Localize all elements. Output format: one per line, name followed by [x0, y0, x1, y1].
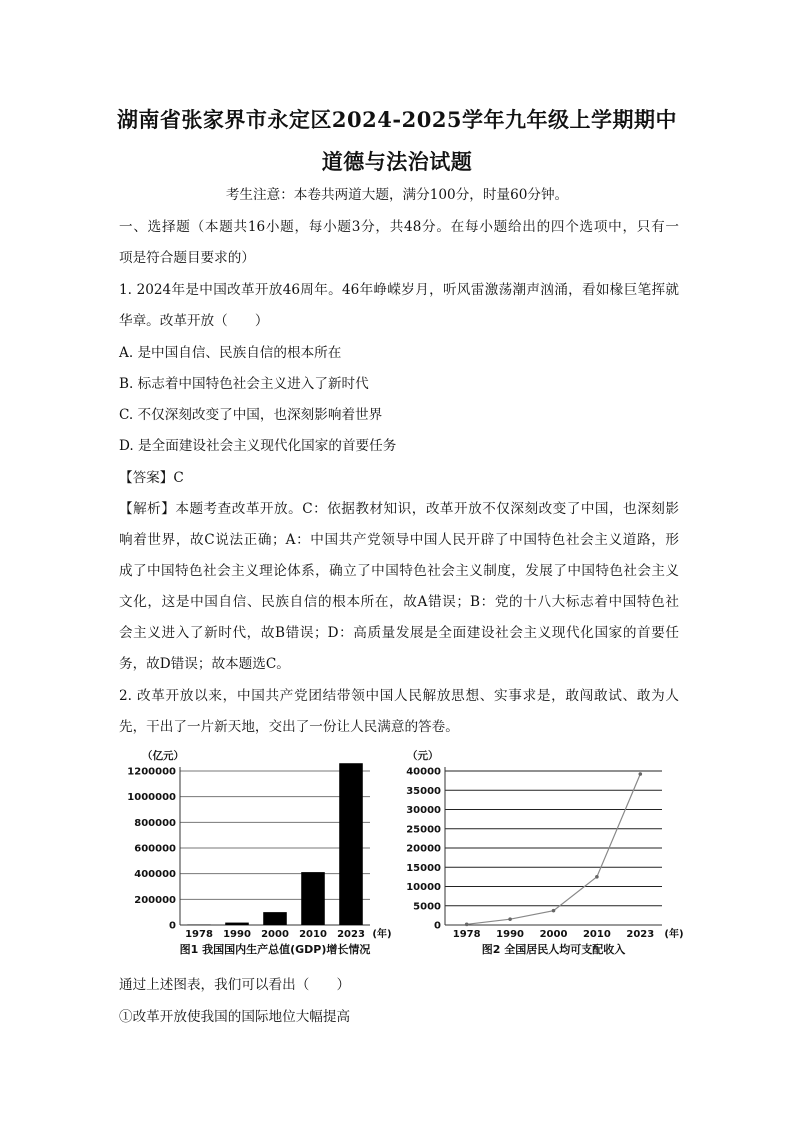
chart-title: 图2 全国居民人均可支配收入: [481, 943, 626, 956]
q1-analysis-line: 响着世界，故C说法正确；A：中国共产党领导中国人民开辟了中国特色社会主义道路，形: [119, 532, 679, 548]
q1-option-a: A. 是中国自信、民族自信的根本所在: [119, 345, 342, 361]
x-axis-unit-label: (年): [372, 929, 392, 940]
x-tick-label: 2010: [299, 929, 327, 940]
q1-answer: 【答案】C: [119, 470, 184, 486]
q2-statement-1: ①改革开放使我国的国际地位大幅提高: [119, 1009, 351, 1025]
q1-analysis-line: 【解析】本题考查改革开放。C：依据教材知识，改革开放不仅深刻改变了中国，也深刻影: [119, 501, 679, 517]
x-tick-label: 2000: [261, 929, 289, 940]
data-point: [465, 923, 469, 927]
income-line-chart-svg: [400, 745, 684, 960]
candidate-notice: 考生注意：本卷共两道大题，满分100分，时量60分钟。: [225, 187, 569, 203]
data-point: [508, 917, 512, 921]
chart-title: 图1 我国国内生产总值(GDP)增长情况: [179, 943, 371, 956]
section-heading-line1: 一、选择题（本题共16小题，每小题3分，共48分。在每小题给出的四个选项中，只有一: [119, 219, 679, 235]
y-tick-label: 0: [169, 920, 176, 932]
y-tick-label: 15000: [406, 862, 441, 874]
exam-title: 湖南省张家界市永定区2024-2025学年九年级上学期期中: [116, 107, 678, 132]
y-tick-label: 5000: [413, 901, 441, 913]
q1-analysis-line: 文化，这是中国自信、民族自信的根本所在，故A错误；B：党的十八大标志着中国特色社: [119, 594, 679, 610]
y-tick-label: 1200000: [127, 766, 176, 778]
gdp-bar-chart-svg: [120, 745, 400, 960]
gdp-bar-chart: [120, 745, 400, 964]
section-heading-line2: 项是符合题目要求的）: [119, 250, 255, 266]
q1-analysis-line: 成了中国特色社会主义理论体系，确立了中国特色社会主义制度，发展了中国特色社会主义: [119, 563, 679, 579]
y-tick-label: 35000: [406, 785, 441, 797]
q2-stem-line1: 2. 改革开放以来，中国共产党团结带领中国人民解放思想、实事求是，敢闯敢试、敢为人: [119, 688, 679, 704]
q1-option-d: D. 是全面建设社会主义现代化国家的首要任务: [119, 438, 397, 454]
y-tick-label: 20000: [406, 843, 441, 855]
q1-analysis-line: 务，故D错误；故本题选C。: [119, 656, 290, 672]
y-tick-label: 400000: [134, 869, 176, 881]
bar: [225, 923, 249, 925]
q1-stem-line2: 华章。改革开放（ ）: [119, 313, 269, 329]
series-line: [467, 774, 641, 924]
bar: [263, 912, 287, 925]
y-tick-label: 40000: [406, 766, 441, 778]
data-point: [639, 772, 643, 776]
x-tick-label: 1978: [452, 929, 481, 940]
x-tick-label: 1990: [223, 929, 251, 940]
q1-stem-line1: 1. 2024年是中国改革开放46周年。46年峥嵘岁月，听风雷激荡潮声汹涌，看如椽巨笔挥就: [119, 282, 679, 298]
y-tick-label: 600000: [134, 843, 176, 855]
y-tick-label: 0: [434, 920, 441, 932]
x-tick-label: 2023: [337, 929, 365, 940]
x-axis-unit-label: (年): [664, 929, 684, 940]
q2-prompt: 通过上述图表，我们可以看出（ ）: [119, 977, 351, 993]
data-point: [595, 875, 599, 879]
q1-option-c: C. 不仅深刻改变了中国，也深刻影响着世界: [119, 407, 383, 423]
x-tick-label: 2000: [539, 929, 568, 940]
q1-option-b: B. 标志着中国特色社会主义进入了新时代: [119, 376, 369, 392]
y-tick-label: 10000: [406, 882, 441, 893]
x-tick-label: 2010: [582, 929, 611, 940]
y-axis-unit-label: （元）: [407, 750, 439, 762]
x-tick-label: 1990: [496, 929, 525, 940]
bar: [301, 872, 325, 925]
x-tick-label: 2023: [626, 929, 655, 940]
y-tick-label: 30000: [406, 805, 441, 816]
q2-stem-line2: 先，干出了一片新天地，交出了一份让人民满意的答卷。: [119, 719, 459, 735]
income-line-chart: [400, 745, 684, 964]
bar: [339, 763, 363, 925]
y-tick-label: 25000: [406, 824, 441, 836]
y-tick-label: 200000: [134, 894, 176, 906]
q1-analysis-line: 会主义进入了新时代，故B错误；D：高质量发展是全面建设社会主义现代化国家的首要任: [119, 625, 679, 641]
y-axis-unit-label: （亿元）: [142, 750, 184, 762]
x-tick-label: 1978: [185, 929, 213, 940]
y-tick-label: 800000: [134, 817, 176, 829]
y-tick-label: 1000000: [127, 792, 176, 804]
exam-subject-title: 道德与法治试题: [321, 149, 473, 174]
data-point: [552, 909, 556, 913]
